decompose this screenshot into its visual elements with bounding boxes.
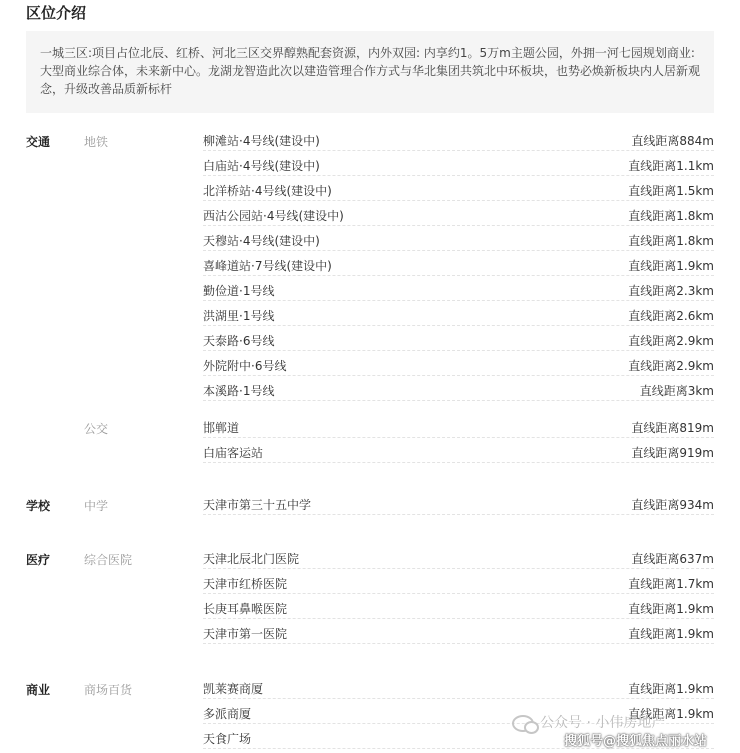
poi-name: 白庙客运站 <box>203 445 267 461</box>
poi-name: 白庙站·4号线(建设中) <box>203 158 324 174</box>
poi-name: 本溪路·1号线 <box>203 383 278 399</box>
watermark-text: 公众号 · 小伟房地产 <box>540 715 666 731</box>
poi-name: 洪湖里·1号线 <box>203 308 278 324</box>
poi-name: 天津市红桥医院 <box>203 576 291 592</box>
poi-row <box>203 601 714 619</box>
poi-name: 多派商厦 <box>203 706 255 722</box>
poi-distance: 直线距离1.5km <box>624 183 714 199</box>
poi-distance: 直线距离1.9km <box>624 258 714 274</box>
poi-row <box>203 258 714 276</box>
poi-name: 天津北辰北门医院 <box>203 551 303 567</box>
category-label: 交通 <box>26 135 51 149</box>
poi-row <box>203 497 714 515</box>
watermark-sohu: 搜狐号@搜狐焦点丽水站 <box>564 734 708 749</box>
poi-name: 北洋桥站·4号线(建设中) <box>203 183 336 199</box>
poi-row <box>203 383 714 401</box>
subcategory-label: 商场百货 <box>84 683 133 697</box>
poi-name: 天穆站·4号线(建设中) <box>203 233 324 249</box>
poi-row <box>203 158 714 176</box>
intro-box: 一城三区:项目占位北辰、红桥、河北三区交界醇熟配套资源，内外双园: 内享约1。5万m主题公园，外拥一河七园规划商业:大型商业综合体，未来新中心。龙湖龙智造此次以建造管理合作方式与华北集团共筑北中环板块，也势必焕新板块内人居新观念，升级改善品质新标杆 <box>26 31 714 113</box>
poi-distance: 直线距离1.9km <box>624 601 714 617</box>
poi-row <box>203 576 714 594</box>
category-label: 医疗 <box>26 553 51 567</box>
poi-name: 天津市第一医院 <box>203 626 291 642</box>
poi-distance: 直线距离2.6km <box>624 308 714 324</box>
poi-name: 长庚耳鼻喉医院 <box>203 601 291 617</box>
subcategory-label: 综合医院 <box>84 553 133 567</box>
category-label: 商业 <box>26 683 51 697</box>
poi-row <box>203 283 714 301</box>
poi-row <box>203 551 714 569</box>
poi-distance: 直线距离1.9km <box>624 681 714 697</box>
poi-name: 柳滩站·4号线(建设中) <box>203 133 324 149</box>
poi-distance: 直线距离819m <box>627 420 714 436</box>
poi-row <box>203 308 714 326</box>
poi-distance: 直线距离919m <box>627 445 714 461</box>
poi-name: 喜峰道站·7号线(建设中) <box>203 258 336 274</box>
poi-row <box>203 233 714 251</box>
poi-name: 邯郸道 <box>203 420 243 436</box>
poi-row <box>203 133 714 151</box>
poi-distance: 直线距离1.8km <box>624 233 714 249</box>
poi-distance: 直线距离1.1km <box>624 158 714 174</box>
poi-distance: 直线距离1.7km <box>624 576 714 592</box>
poi-row <box>203 626 714 644</box>
subcategory-label: 中学 <box>84 499 109 513</box>
poi-name: 天食广场 <box>203 731 255 747</box>
wechat-icon <box>512 715 534 732</box>
poi-row <box>203 183 714 201</box>
watermark-wechat <box>512 712 665 732</box>
poi-distance: 直线距离1.8km <box>624 208 714 224</box>
subcategory-label: 公交 <box>84 422 109 436</box>
subcategory-label: 地铁 <box>84 135 109 149</box>
poi-row <box>203 445 714 463</box>
poi-name: 西沽公园站·4号线(建设中) <box>203 208 348 224</box>
page-title: 区位介绍 <box>26 4 87 22</box>
poi-name: 勤俭道·1号线 <box>203 283 278 299</box>
category-label: 学校 <box>26 499 51 513</box>
poi-distance: 直线距离884m <box>627 133 714 149</box>
poi-row <box>203 681 714 699</box>
poi-row <box>203 208 714 226</box>
poi-distance: 直线距离2.9km <box>624 358 714 374</box>
poi-name: 天津市第三十五中学 <box>203 497 315 513</box>
poi-row <box>203 333 714 351</box>
poi-distance: 直线距离934m <box>627 497 714 513</box>
poi-distance: 直线距离2.3km <box>624 283 714 299</box>
poi-distance: 直线距离1.9km <box>624 706 714 722</box>
poi-distance: 直线距离1.9km <box>624 626 714 642</box>
poi-row <box>203 420 714 438</box>
poi-distance: 直线距离637m <box>627 551 714 567</box>
poi-name: 凯莱赛商厦 <box>203 681 267 697</box>
poi-distance: 直线距离2.9km <box>624 333 714 349</box>
poi-name: 天泰路·6号线 <box>203 333 278 349</box>
poi-distance: 直线距离3km <box>636 383 714 399</box>
poi-name: 外院附中·6号线 <box>203 358 290 374</box>
poi-row <box>203 358 714 376</box>
